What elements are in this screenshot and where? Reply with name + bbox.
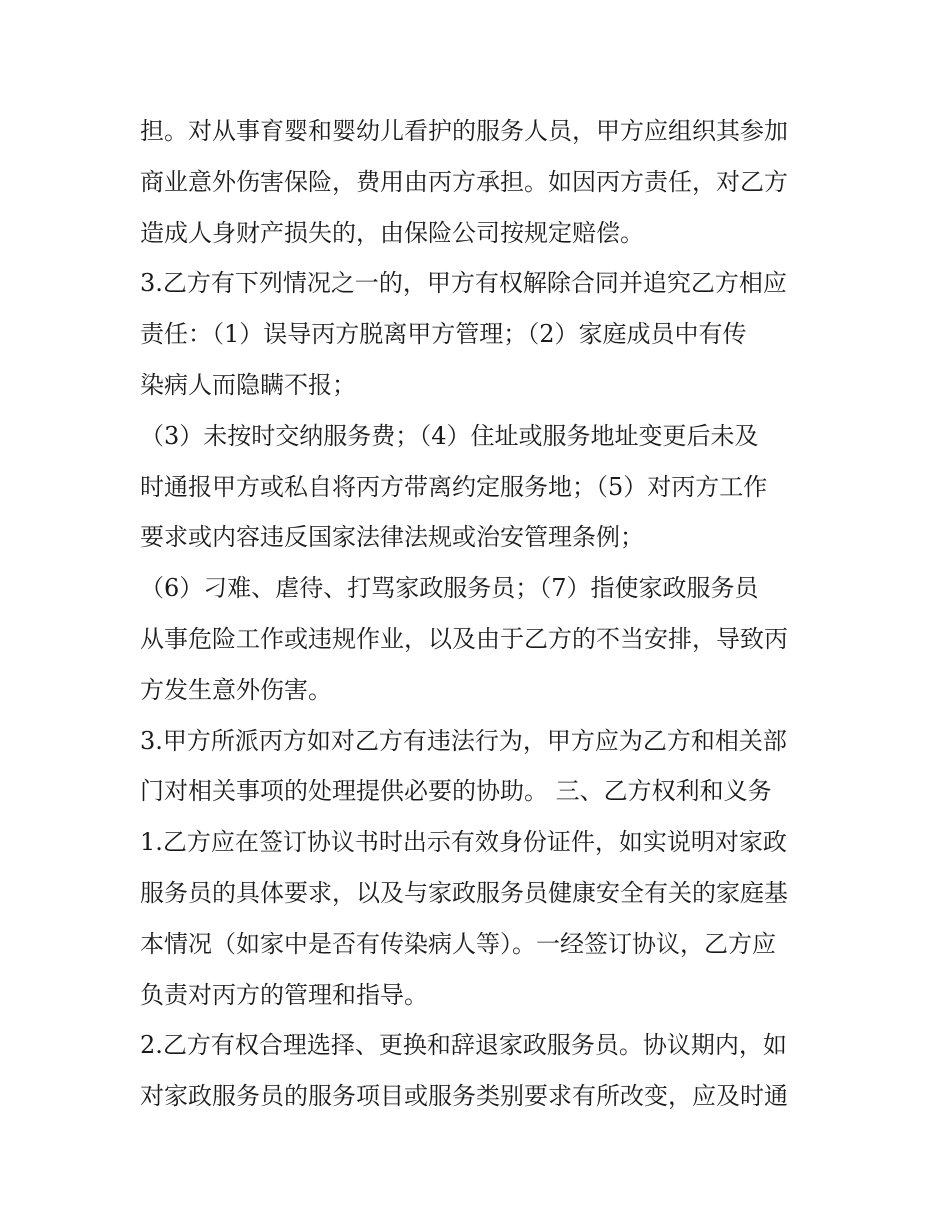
document-body <box>140 106 820 1122</box>
text-line: （6）刁难、虐待、打骂家政服务员；（7）指使家政服务员 <box>140 574 759 603</box>
text-line: 造成人身财产损失的，由保险公司按规定赔偿。 <box>140 218 644 247</box>
text-line: 3.乙方有下列情况之一的，甲方有权解除合同并追究乙方相应 <box>140 269 787 298</box>
text-line: 负责对丙方的管理和指导。 <box>140 980 428 1009</box>
text-line: 门对相关事项的处理提供必要的协助。 三、乙方权利和义务 <box>140 777 772 806</box>
text-line: 从事危险工作或违规作业，以及由于乙方的不当安排，导致丙 <box>140 624 788 653</box>
text-line: 服务员的具体要求，以及与家政服务员健康安全有关的家庭基 <box>140 878 788 907</box>
text-line: 时通报甲方或私自将丙方带离约定服务地；（5）对丙方工作 <box>140 472 768 501</box>
text-line: 责任：（1）误导丙方脱离甲方管理；（2）家庭成员中有传 <box>140 320 747 349</box>
text-line: 担。对从事育婴和婴幼儿看护的服务人员，甲方应组织其参加 <box>140 117 788 145</box>
text-line: 对家政服务员的服务项目或服务类别要求有所改变，应及时通 <box>140 1082 788 1111</box>
text-line: 3.甲方所派丙方如对乙方有违法行为，甲方应为乙方和相关部 <box>140 726 787 755</box>
text-line: 商业意外伤害保险，费用由丙方承担。如因丙方责任，对乙方 <box>140 167 788 196</box>
text-line: 1.乙方应在签订协议书时出示有效身份证件，如实说明对家政 <box>140 828 787 857</box>
text-line: 要求或内容违反国家法律法规或治安管理条例； <box>140 523 644 552</box>
text-line: （3）未按时交纳服务费；（4）住址或服务地址变更后未及 <box>140 421 759 450</box>
text-line: 本情况（如家中是否有传染病人等）。一经签订协议，乙方应 <box>140 929 776 958</box>
text-line: 染病人而隐瞒不报； <box>140 370 356 399</box>
text-line: 2.乙方有权合理选择、更换和辞退家政服务员。协议期内，如 <box>140 1031 787 1060</box>
text-line: 方发生意外伤害。 <box>140 675 332 704</box>
